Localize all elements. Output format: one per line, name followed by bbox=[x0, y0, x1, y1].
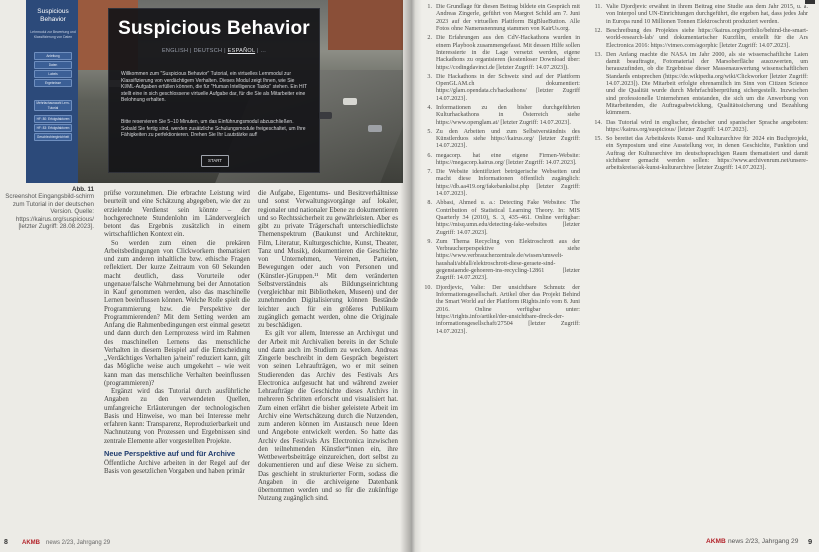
sidebar-subtitle: Lehrmodul zur Bewertung und Klassifizierung von Daten bbox=[30, 30, 76, 39]
endnote-text: Informationen zu den bisher durchgeführten Kulturhackathons in Österreich siehe https://www.openglam.at/ [letzter Zugriff: 14.07.2023]. bbox=[436, 104, 580, 126]
left-footer-brand: AKMB bbox=[22, 540, 40, 546]
figure-caption bbox=[2, 186, 94, 230]
section-heading: Neue Perspektive auf und für Archive bbox=[104, 448, 236, 458]
sidebar-button-success-factors-1[interactable]: HF: 80: Erfolgsfaktoren bbox=[34, 115, 72, 123]
endnote bbox=[420, 4, 580, 33]
endnote-number: 8. bbox=[427, 200, 432, 207]
endnote bbox=[590, 136, 808, 173]
language-more[interactable]: | ... bbox=[255, 48, 267, 54]
endnote-number: 13. bbox=[594, 51, 602, 58]
endnote-text: Zu den Arbeiten und zum Selbstverständnis des Künstlerduos siehe https://kairus.org/ [letzter Zugriff: 14.07.2023]. bbox=[436, 128, 580, 150]
endnotes-column-b bbox=[590, 4, 808, 175]
left-footer bbox=[0, 539, 160, 551]
sidebar-title: Suspicious Behavior bbox=[37, 8, 69, 23]
body-column-a bbox=[104, 190, 250, 477]
intro-text-2: Bitte reservieren Sie 5–10 Minuten, um das Einführungsmodul abzuschließen. Sobald Sie fertig sind, werden zusätzliche Schulungsmodule freigeschaltet, um Ihre Fähigkeiten zu perfektionieren. Drehen Sie Ihr Lautstärke auf! bbox=[121, 119, 306, 139]
endnote bbox=[420, 74, 580, 103]
sidebar-button-success-factors-2[interactable]: HF: 83: Erfolgsfaktoren bbox=[34, 124, 72, 132]
body-paragraph: Öffentliche Archive arbeiten in der Regel auf der Basis von gesetzlichen Vorgaben und haben primär bbox=[104, 460, 250, 476]
language-selected[interactable]: ESPAÑOL bbox=[227, 48, 256, 54]
right-page-number: 9 bbox=[808, 537, 813, 546]
body-column-b bbox=[258, 190, 398, 504]
endnote-number: 6. bbox=[427, 152, 432, 159]
endnote-text: Beschreibung des Projektes siehe https://kairus.org/portfolio/behind-the-smart-world-research-lab/ und dokumentarischer Kurzfilm, erstellt für die Ars Electronica 2016: https://vimeo.com/agorphic [letzter Zugriff: 14.07.2023]. bbox=[606, 27, 808, 49]
right-footer bbox=[410, 536, 819, 550]
endnote-text: Die Grundlage für diesen Beitrag bildete ein Gespräch mit Andreas Zingerle, geführt von Margret Schild am 7. Juni 2023 auf der virtuellen Plattform BigBlueButton. Alle Fotos ohne Namensnennung stammen von KairUs.org. bbox=[436, 4, 580, 33]
endnote-number: 12. bbox=[594, 27, 602, 34]
body-paragraph: Ergänzt wird das Tutorial durch ausführliche Angaben zu den verwendeten Quellen, umfangreiche Erläuterungen der technologischen Basis und Hinweise, wo man bei Interesse mehr erfahren kann: Transparenz, Reproduzierbarkeit und Nachnutzung von Prozessen und Ergebnissen sind zentrale Elemente aller vorgestellten Projekte. bbox=[104, 388, 250, 445]
caption-text: Screenshot Eingangsbild-schirm zum Tutorial in der deutschen Version. Quelle: https://kairus.org/suspicious/ [letzter Zugriff: 28.08.2023]. bbox=[5, 193, 94, 231]
left-page-number: 8 bbox=[4, 539, 8, 546]
tutorial-sidebar bbox=[26, 0, 78, 183]
endnote-number: 9. bbox=[427, 238, 432, 245]
intro-text: Willkommen zum "Suspicious Behavior" Tutorial, ein virtuelles Lernmodul zur Klassifizierung von verdächtigem Verhalten. Dieses Modul zeigt Ihnen, wie Sie KI/ML-Aufgaben erfüllen können, die für "Human Intelligence Tasks" stehen. Ein HIT stellt eine in sich geschlossene virtuelle Aufgabe dar, für die Sie als Mitarbeiter eine Belohnung erhalten. bbox=[121, 71, 307, 104]
intro-dialog bbox=[108, 8, 320, 173]
sidebar-button-results[interactable]: Ergebnisse bbox=[34, 79, 72, 87]
sidebar-button-data[interactable]: Daten bbox=[34, 61, 72, 69]
endnote-text: megacorp. hat eine eigene Firmen-Website: https://megacorp.kairus.org/ [letzter Zugriff: 14.07.2023]. bbox=[436, 152, 580, 166]
endnote-number: 1. bbox=[427, 4, 432, 10]
body-paragraph: Es gilt vor allem, Interesse an Archivgut und der Arbeit mit Archivalien bereits in der Schule und dann auch im Studium zu wecken. Andreas Zingerle beschreibt in dem Gespräch begeistert von seinen Lehraufträgen, wo er mit seinen Studierenden das Archiv des Festivals Ars Electronica aufgesucht hat und während zweier Lehraufträge die Geschichte dieses Archivs in mehreren Schritten erforscht und visualisiert hat. Zum einen erfährt die bisher geleistete Arbeit im Archiv eine Wertschätzung durch die Nutzenden, zum anderen können im Austausch neue Ideen und Angebote entwickelt werden. So hatte das Archiv des Festivals Ars Electronica inzwischen den teilnehmenden Künstler*innen ein, ihre Wettbewerbsbeiträge einzureichen, dort selbst zu dokumentieren und auf diese Weise zu sichern. Das geschieht in strukturierter Form, sodass die Angaben in die archiveigene Datenbank übernommen werden und so für die zukünftige Nutzung zugänglich sind. bbox=[258, 330, 398, 503]
endnote-text: Zum Thema Recycling von Elektroschrott aus der Verbraucherperspektive siehe https://www.verbraucherzentrale.de/wissen/umwelt-haushalt/abfall/elektroschrott-diese-geraete-sind-gegenstaende-gehoeren-ins-recycling-12861 [letzter Zugriff: 14.07.2023]. bbox=[436, 238, 580, 282]
sidebar-button-gender-equality[interactable]: Geschlechtergleichheit bbox=[34, 133, 72, 141]
endnote bbox=[420, 239, 580, 283]
language-options[interactable]: ENGLISH | DEUTSCH | bbox=[161, 48, 228, 54]
endnote-text: Die Hackathons in der Schweiz sind auf der Plattform OpenGLAM.ch dokumentiert: https://glam.opendata.ch/hackathons/ [letzter Zugriff 14.07.2023]. bbox=[436, 73, 580, 102]
endnote-text: Valie Djordjevic erwähnt in ihrem Beitrag eine Studie aus dem Jahr 2015, u. a. von Interpol und UN-Einrichtungen durchgeführt, die ergeben hat, dass jedes Jahr in Europa rund 10 Millionen Tonnen Elektroschrott produziert werden. bbox=[606, 4, 808, 25]
caption-label: Abb. 11 bbox=[71, 186, 94, 193]
endnotes-column-a bbox=[420, 4, 580, 338]
endnote bbox=[420, 129, 580, 151]
endnote bbox=[420, 200, 580, 237]
endnote-text: Den Anfang machte die NASA im Jahr 2000, als sie wissenschaftliche Laien damit beauftragte, Fotomaterial der Marsoberfläche auszuwerten, um herauszufinden, ob die Ergebnisse dieser Massenauswertung wissenschaftlichen Standards entsprechen (https://de.wikipedia.org/wiki/Clickworker [letzter Zugriff: 14.07.2023]). Die Mitarbeit erfolgte ehrenamtlich im Sinn von Citizen Science und die Qualität wurde durch Mehrfachüberprüfung sichergestellt. Inzwischen sind professionelle Unternehmen entstanden, die sich um die Anwerbung von Mitarbeitenden, die Auftragsabwicklung, Qualitätssicherung und Bezahlung kümmern. bbox=[606, 51, 808, 117]
endnote-text: Djordjevic, Valie: Der unsichtbare Schmutz der Informationsgesellschaft. Artikel über das Projekt Behind the Smart World auf der Plattform iRights.info vom 8. Juni 2016. Online verfügbar unter: https://irights.info/artikel/der-unsichtbare-dreck-der-informationsgesellschaft/27504 [letzter Zugriff: 14.07.2023]. bbox=[436, 284, 580, 335]
endnote-number: 4. bbox=[427, 104, 432, 111]
endnote-number: 5. bbox=[427, 128, 432, 135]
endnote-text: Abbasi, Ahmed u. a.: Detecting Fake Websites: The Contribution of Statistical Learning Theory. In: MIS Quarterly 34 (2010), S. 3, 435–461. Online verfügbar: https://misq.umn.edu/detecting-fake-websites [letzter Zugriff: 14.07.2023]. bbox=[436, 200, 580, 236]
tutorial-screenshot-figure bbox=[26, 0, 403, 183]
right-footer-brand: AKMB bbox=[706, 538, 726, 545]
tutorial-title: Suspicious Behavior bbox=[118, 18, 310, 39]
endnote bbox=[590, 4, 808, 26]
body-paragraph: die Aufgabe, Eigentums- und Besitzverhältnisse und sonst Verwaltungsvorgänge auf lokaler, regionaler und nationaler Ebene zu dokumentieren und so Rechtssicherheit zu gewährleisten. Aber es gibt zu private Trägerschaft unterschiedlichste Themenspektrum (Baukunst und Architektur, Film, Literatur, Kulturgeschichte, Kunst, Theater, Tanz und Musik), dokumentieren die Geschichte von Unternehmen, Vereinen, Parteien, Bewegungen oder auch von Personen und (Künstler-)Gruppen.¹¹ Mit dem veränderten Selbstverständnis als Bildungseinrichtung (vergleichbar mit Bibliotheken, Museen) und der zunehmenden Digitalisierung können Bestände leichter auch für ein größeres Publikum zugänglich gemacht werden, ohne die Originale zu beschädigen. bbox=[258, 190, 398, 329]
endnote bbox=[420, 105, 580, 127]
sidebar-button-instructions[interactable]: Anleitung bbox=[34, 52, 72, 60]
sidebar-button-labels[interactable]: Labels bbox=[34, 70, 72, 78]
left-footer-issue: news 2/23, Jahrgang 29 bbox=[46, 540, 111, 546]
body-paragraph: So werden zum einen die prekären Arbeitsbedingungen von Clickworkern thematisiert und zum anderen inhaltliche bzw. ethische Fragen reflektiert. Der kurze Zeitraum von 60 Sekunden macht deutlich, dass Vorurteile oder ungenaue/falsche Wahrnehmung bei der Annotation in Kauf genommen werden, also das maschinelle Lernen beeinflussen können. Welche Rolle spielt die Programmierung bzw. die Perspektive der Programmierenden? Mit dem Setting werden am Anfang die Rahmenbedingungen erst einmal gesetzt und dann durch den Lernprozess wird im Rahmen des maschinellen Lernens das menschliche Verhalten in diesem Beispiel auf die Entscheidung „Verdächtiges Verhalten ja/nein" reduziert kann, gilt das Mögliche weise auch umgekehrt – wie weit kann man das menschliche Verhalten beeinflussen (programmieren)? bbox=[104, 239, 250, 387]
endnote bbox=[420, 285, 580, 336]
endnote-number: 2. bbox=[427, 35, 432, 42]
endnote-text: So bereitet das Arbeitskreis Kunst- und Kulturarchive für 2024 ein Buchprojekt, ein Symposium und eine Ausstellung vor, in denen Geschichte, Funktion und Auftrag der Kulturarchive im deutschsprachigen Raum thematisiert und damit sichtbarer gemacht werden sollen: https://www.archivenrum.net/unsere-arbeitskreise/ak-kunst-kulturarchive [letzter Zugriff: 14.07.2023]. bbox=[606, 136, 808, 172]
endnote bbox=[590, 120, 808, 135]
endnote-number: 3. bbox=[427, 73, 432, 80]
start-button[interactable]: START bbox=[201, 155, 229, 167]
endnote-number: 7. bbox=[427, 169, 432, 175]
endnote-text: Die Erfahrungen aus den CdV-Hackathons wurden in einem Playbook zusammengefasst. Mit dessen Hilfe sollen Interessierte in die Lage versetzt werden, eigene Hackathons zu organisieren (kostenloser Download über: https://codingdavinci.de [letzter Zugriff: 14.07.2023]). bbox=[436, 35, 580, 71]
endnote-number: 10. bbox=[424, 284, 432, 291]
endnote-number: 15. bbox=[594, 136, 602, 143]
endnote bbox=[590, 52, 808, 118]
endnote-text: Das Tutorial wird in englischer, deutscher und spanischer Sprache angeboten: https://kairus.org/suspicious/ [letzter Zugriff: 14.07.2023]. bbox=[606, 119, 808, 133]
endnote-text: Die Website identifiziert betrügerische Webseiten und macht diese Informationen öffentlich zugänglich: https://db.aa419.org/fakebankslist.php [letzter Zugriff: 14.07.2023]. bbox=[436, 169, 580, 198]
right-footer-issue: news 2/23, Jahrgang 29 bbox=[728, 538, 799, 545]
endnote-number: 14. bbox=[594, 119, 602, 126]
endnote bbox=[420, 153, 580, 168]
sidebar-button-multi-select[interactable]: Mehrfachauswahl Lern-Tutorial bbox=[34, 100, 72, 111]
language-selector[interactable] bbox=[109, 48, 319, 54]
endnote bbox=[420, 35, 580, 72]
endnote bbox=[420, 169, 580, 198]
endnote-number: 11. bbox=[594, 4, 602, 10]
body-paragraph: prüfse vorzunehmen. Die erbrachte Leistung wird beurteilt und eine Schätzung abgegeben, wie der zu erzielende Verdienst sein könnte – der hochgerechnete Stundenlohn im Ländervergleich betont das Ergebnis zusätzlich in einem wirtschaftlichen Kontext ein. bbox=[104, 190, 250, 239]
endnote bbox=[590, 28, 808, 50]
